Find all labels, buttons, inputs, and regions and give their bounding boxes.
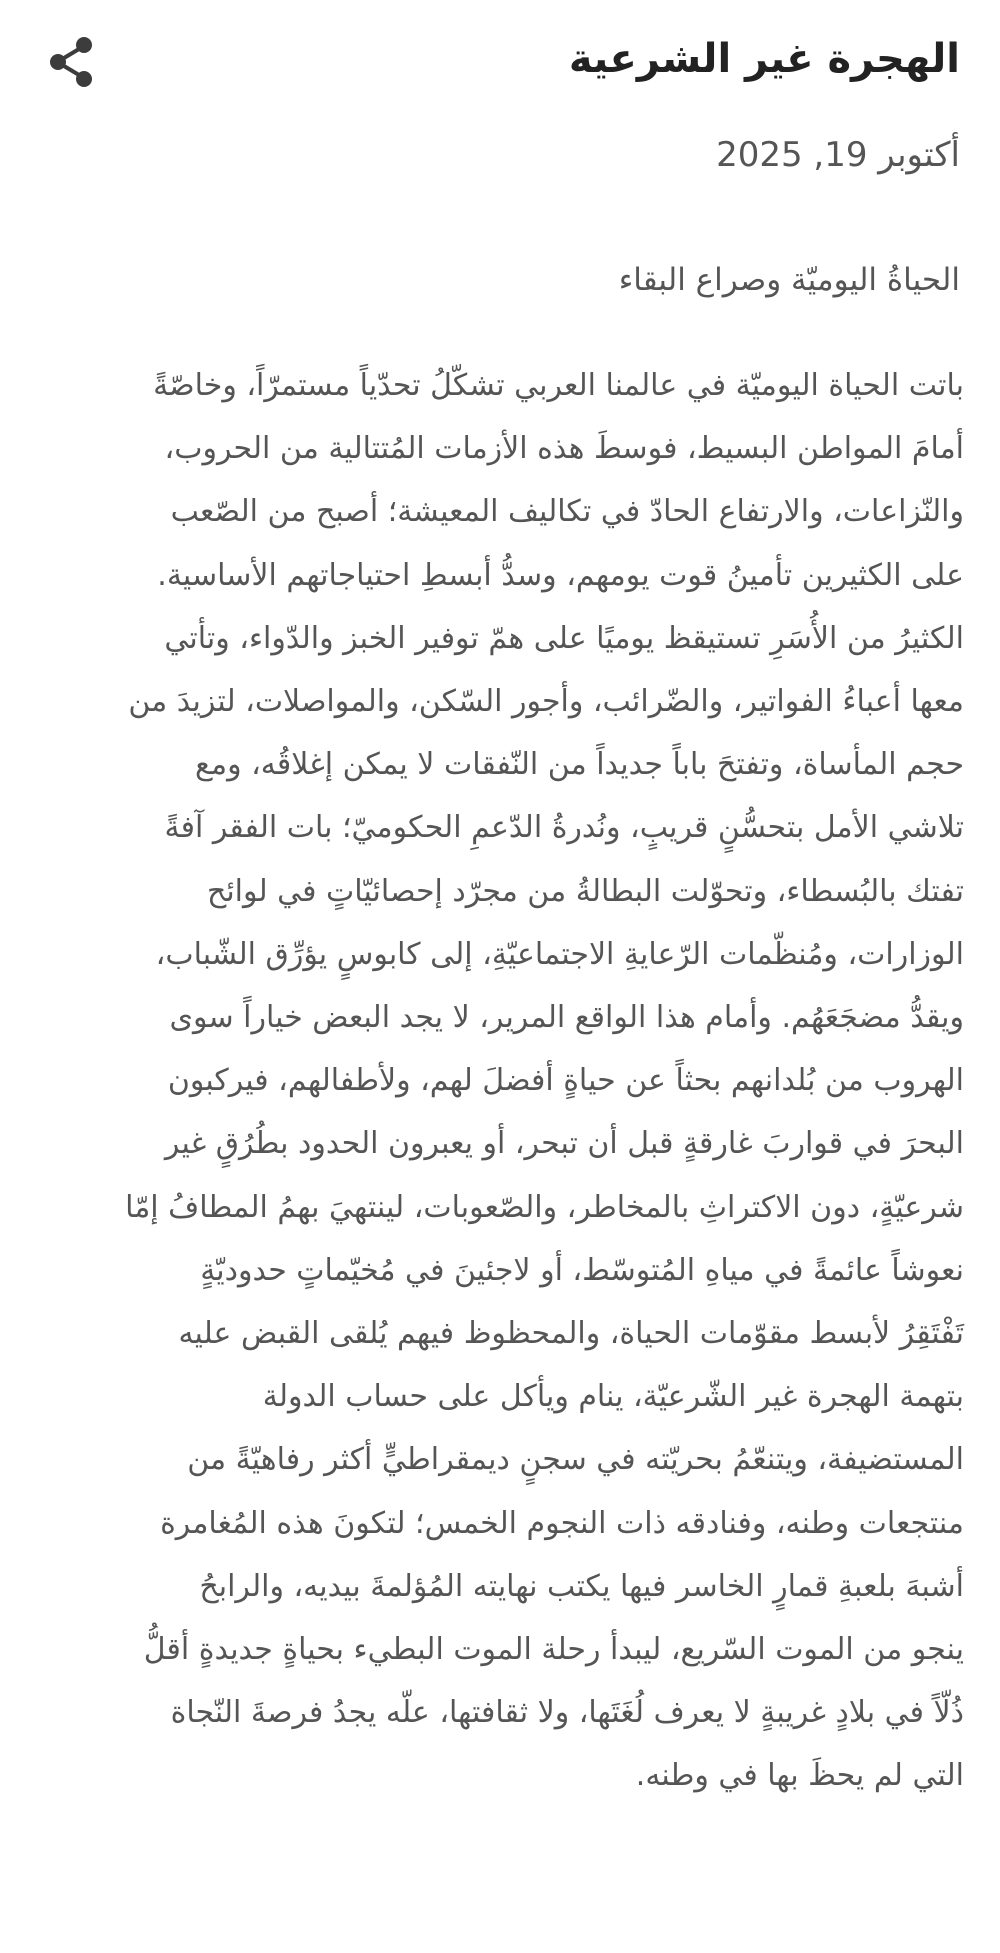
share-button[interactable] bbox=[44, 34, 100, 90]
body-line: تَفْتَقِرُ لأبسط مقوّمات الحياة، والمحظوظ فيهم يُلقى القبض عليه bbox=[178, 1316, 964, 1352]
body-line: ينجو من الموت السّريع، ليبدأ رحلة الموت البطيء بحياةٍ جديدةٍ أقلُّ bbox=[143, 1632, 964, 1668]
body-line: حجم المأساة، وتفتحَ باباً جديداً من النّفقات لا يمكن إغلاقُه، ومع bbox=[195, 747, 964, 783]
body-line: المستضيفة، ويتنعّمُ بحريّته في سجنٍ ديمقراطيٍّ أكثر رفاهيّةً من bbox=[187, 1442, 964, 1478]
body-line: أشبهَ بلعبةِ قمارٍ الخاسر فيها يكتب نهايته المُؤلمةَ بيديه، والرابحُ bbox=[199, 1568, 964, 1604]
body-line: باتت الحياة اليوميّة في عالمنا العربي تشكّلُ تحدّياً مستمرّاً، وخاصّةً bbox=[153, 368, 964, 403]
section-heading: الحياةُ اليوميّة وصراع البقاء bbox=[618, 262, 960, 298]
body-line: تلاشي الأمل بتحسُّنٍ قريبٍ، ونُدرةُ الدّعمِ الحكوميّ؛ بات الفقر آفةً bbox=[164, 810, 964, 846]
article-body bbox=[36, 354, 964, 1808]
publish-date: أكتوبر 19, 2025 bbox=[716, 135, 960, 175]
page-title: الهجرة غير الشرعية bbox=[568, 36, 960, 82]
body-line: البحرَ في قواربَ غارقةٍ قبل أن تبحر، أو يعبرون الحدود بطُرُقٍ غير bbox=[164, 1126, 964, 1162]
body-line: التي لم يحظَ بها في وطنه. bbox=[635, 1758, 964, 1794]
article-header bbox=[40, 28, 960, 98]
body-line: على الكثيرين تأمينُ قوت يومهم، وسدُّ أبسطِ احتياجاتهم الأساسية. bbox=[157, 557, 964, 593]
body-line: نعوشاً عائمةً في مياهِ المُتوسّط، أو لاجئينَ في مُخيّماتٍ حدوديّةٍ bbox=[200, 1252, 964, 1288]
share-icon bbox=[44, 34, 100, 90]
body-line: أمامَ المواطن البسيط، فوسطَ هذه الأزمات المُتتالية من الحروب، bbox=[164, 431, 964, 467]
body-line: ذُلّاً في بلادٍ غريبةٍ لا يعرف لُغَتَها، ولا ثقافتها، علّه يجدُ فرصةَ النّجاة bbox=[170, 1695, 964, 1731]
body-line: الهروب من بُلدانهم بحثاً عن حياةٍ أفضلَ لهم، ولأطفالهم، فيركبون bbox=[167, 1063, 964, 1099]
body-line: الكثيرُ من الأُسَرِ تستيقظ يوميًا على همّ توفير الخبز والدّواء، وتأتي bbox=[164, 620, 964, 656]
body-line: معها أعباءُ الفواتير، والضّرائب، وأجور السّكن، والمواصلات، لتزيدَ من bbox=[128, 684, 964, 720]
body-line: والنّزاعات، والارتفاع الحادّ في تكاليف المعيشة؛ أصبح من الصّعب bbox=[170, 494, 964, 530]
body-line: الوزارات، ومُنظّمات الرّعايةِ الاجتماعيّةِ، إلى كابوسٍ يؤرِّق الشّباب، bbox=[155, 936, 964, 972]
body-line: بتهمة الهجرة غير الشّرعيّة، ينام ويأكل على حساب الدولة bbox=[262, 1379, 964, 1415]
body-line: ويقدُّ مضجَعَهُم. وأمام هذا الواقع المرير، لا يجد البعض خياراً سوى bbox=[169, 1000, 964, 1036]
body-line: تفتك بالبُسطاء، وتحوّلت البطالةُ من مجرّد إحصائيّاتٍ في لوائح bbox=[206, 873, 964, 909]
body-line: شرعيّةٍ، دون الاكتراثِ بالمخاطر، والصّعوبات، لينتهيَ بهمُ المطافُ إمّا bbox=[125, 1189, 964, 1225]
body-line: منتجعات وطنه، وفنادقه ذات النجوم الخمس؛ لتكونَ هذه المُغامرة bbox=[160, 1505, 964, 1541]
